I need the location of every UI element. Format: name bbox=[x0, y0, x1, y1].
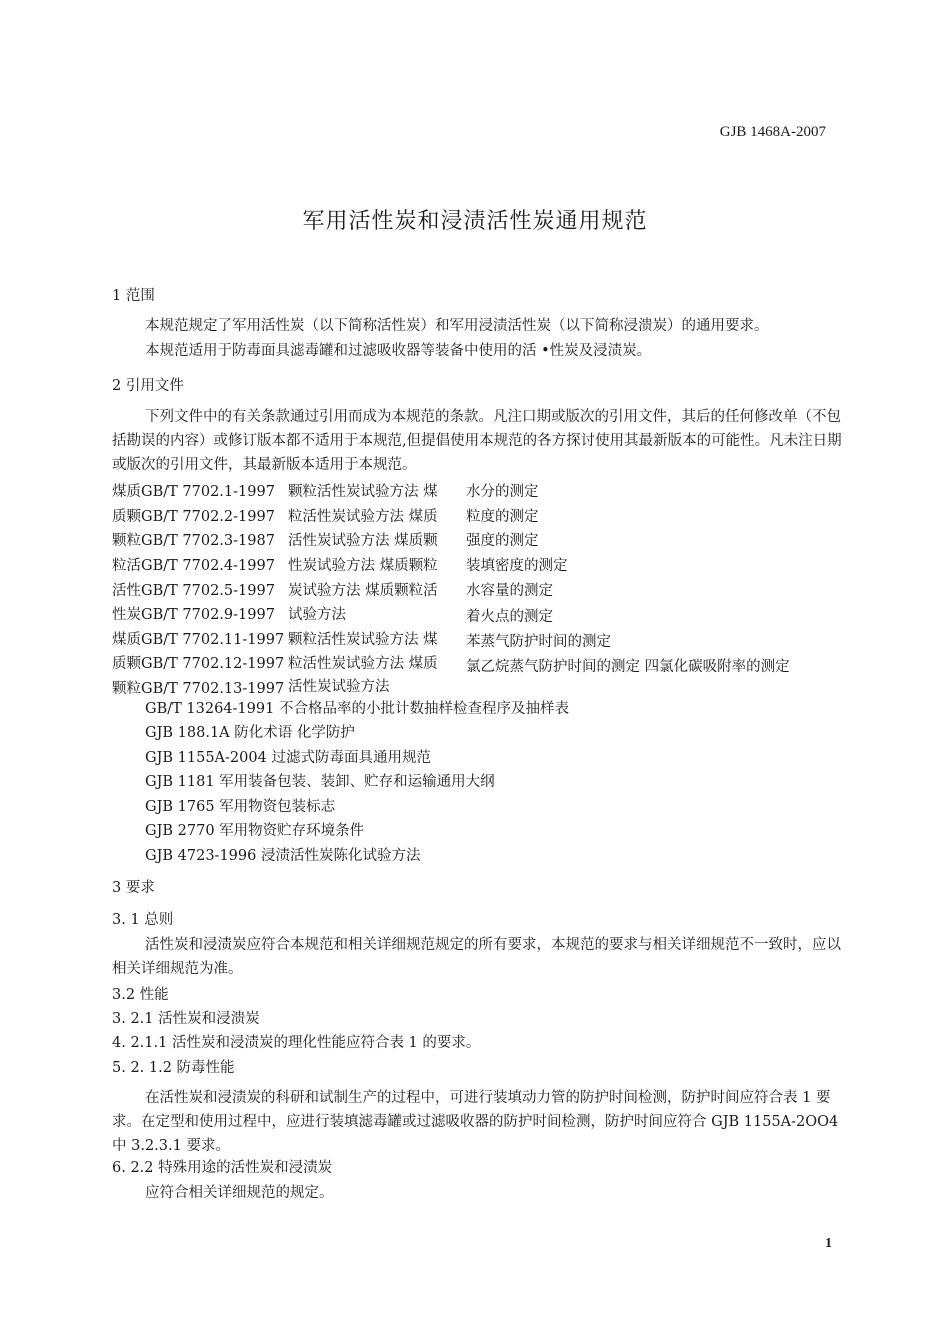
ref-mid: 性炭试验方法 煤质颗粒 bbox=[288, 558, 438, 574]
ref-code: GB/T 7702.12-1997 bbox=[141, 656, 285, 672]
reference-row bbox=[112, 628, 284, 652]
ref-code: GB/T 7702.3-1987 bbox=[141, 533, 275, 549]
paragraph: 在活性炭和浸渍炭的科研和试制生产的过程中，可进行装填动力管的防护时间检测，防护时间应符合表 1 要求。在定型和使用过程中，应进行装填滤毒罐或过滤吸收器的防护时间检测，防护时间应符合 GJB 1155A-2OO4 中 3.2.3.1 要求。 bbox=[112, 1090, 839, 1154]
subsection-heading: 4. 2.1.1 活性炭和浸渍炭的理化性能应符合表 1 的要求。 bbox=[112, 1035, 481, 1051]
subsection-heading: 3.2 性能 bbox=[112, 987, 169, 1003]
ref-name: 粒度的测定 bbox=[466, 509, 539, 525]
reference-row bbox=[112, 579, 275, 603]
ref-name: 氯乙烷蒸气防护时间的测定 四氯化碳吸附率的测定 bbox=[466, 659, 790, 675]
reference-row bbox=[112, 603, 275, 627]
ref-mid: 粒活性炭试验方法 煤质 bbox=[288, 509, 438, 525]
subsection-heading: 5. 2. 1.2 防毒性能 bbox=[112, 1060, 235, 1076]
ref-mid: 活性炭试验方法 bbox=[288, 679, 390, 695]
ref-prefix: 煤质 bbox=[112, 484, 141, 500]
ref-prefix: 活性 bbox=[112, 583, 141, 599]
ref-name: 装填密度的测定 bbox=[466, 558, 568, 574]
paragraph: 应符合相关详细规范的规定。 bbox=[145, 1185, 334, 1201]
page-number: 1 bbox=[825, 1236, 832, 1251]
ref-code: GB/T 7702.2-1997 bbox=[141, 509, 275, 525]
reference-row bbox=[112, 505, 275, 529]
paragraph: 下列文件中的有关条款通过引用而成为本规范的条款。凡注口期或版次的引用文件，其后的任何修改单（不包括勘误的内容）或修订版本都不适用于本规范,但提倡使用本规范的各方探讨使用其最新版本的可能性。凡未注日期或版次的引用文件，其最新版本适用于本规范。 bbox=[112, 409, 842, 473]
ref-name: 苯蒸气防护时间的测定 bbox=[466, 634, 611, 650]
ref-code: GB/T 7702.11-1997 bbox=[141, 632, 285, 648]
paragraph: 本规范适用于防毒面具滤毒罐和过滤吸收器等装备中使用的活 •性炭及浸渍炭。 bbox=[145, 343, 652, 359]
ref-prefix: 颗粒 bbox=[112, 681, 141, 697]
reference-row bbox=[112, 480, 275, 504]
ref-mid: 颗粒活性炭试验方法 煤 bbox=[288, 632, 438, 648]
section-heading-requirements: 3 要求 bbox=[112, 880, 155, 896]
reference-item: GJB 4723-1996 浸渍活性炭陈化试验方法 bbox=[145, 848, 421, 864]
paragraph: 活性炭和浸渍炭应符合本规范和相关详细规范规定的所有要求，本规范的要求与相关详细规范不一致时，应以相关详细规范为准。 bbox=[112, 937, 841, 977]
section-heading-scope: 1 范围 bbox=[112, 288, 155, 304]
subsection-heading: 3. 1 总则 bbox=[112, 912, 174, 928]
ref-code: GB/T 7702.13-1997 bbox=[141, 681, 285, 697]
ref-name: 水分的测定 bbox=[466, 484, 539, 500]
reference-item: GJB 1155A-2004 过滤式防毒面具通用规范 bbox=[145, 750, 431, 766]
subsection-heading: 6. 2.2 特殊用途的活性炭和浸渍炭 bbox=[112, 1160, 333, 1176]
paragraph: 本规范规定了军用活性炭（以下简称活性炭）和军用浸渍活性炭（以下简称浸溃炭）的通用要求。 bbox=[145, 318, 769, 334]
ref-code: GB/T 7702.5-1997 bbox=[141, 583, 275, 599]
ref-name: 强度的测定 bbox=[466, 533, 539, 549]
reference-item: GB/T 13264-1991 不合格品率的小批计数抽样检查程序及抽样表 bbox=[145, 701, 569, 717]
ref-mid: 颗粒活性炭试验方法 煤 bbox=[288, 484, 438, 500]
ref-name: 水容量的测定 bbox=[466, 583, 553, 599]
ref-name: 着火点的测定 bbox=[466, 609, 553, 625]
ref-code: GB/T 7702.4-1997 bbox=[141, 558, 275, 574]
ref-prefix: 性炭 bbox=[112, 607, 141, 623]
ref-prefix: 煤质 bbox=[112, 632, 141, 648]
subsection-heading: 3. 2.1 活性炭和浸溃炭 bbox=[112, 1011, 260, 1027]
reference-item: GJB 2770 军用物资贮存环境条件 bbox=[145, 823, 365, 839]
page-title: 军用活性炭和浸渍活性炭通用规范 bbox=[302, 209, 648, 234]
reference-row bbox=[112, 652, 284, 676]
reference-item: GJB 188.1A 防化术语 化学防护 bbox=[145, 725, 355, 741]
ref-prefix: 质颗 bbox=[112, 656, 141, 672]
reference-row bbox=[112, 554, 275, 578]
reference-row bbox=[112, 529, 275, 553]
ref-mid: 试验方法 bbox=[288, 607, 346, 623]
ref-code: GB/T 7702.9-1997 bbox=[141, 607, 275, 623]
ref-prefix: 颗粒 bbox=[112, 533, 141, 549]
ref-mid: 炭试验方法 煤质颗粒活 bbox=[288, 583, 438, 599]
ref-prefix: 粒活 bbox=[112, 558, 141, 574]
ref-mid: 活性炭试验方法 煤质颗 bbox=[288, 533, 438, 549]
reference-item: GJB 1181 军用装备包装、装卸、贮存和运输通用大纲 bbox=[145, 774, 495, 790]
ref-code: GB/T 7702.1-1997 bbox=[141, 484, 275, 500]
section-heading-references: 2 引用文件 bbox=[112, 378, 184, 394]
ref-mid: 粒活性炭试验方法 煤质 bbox=[288, 656, 438, 672]
reference-item: GJB 1765 军用物资包装标志 bbox=[145, 799, 336, 815]
ref-prefix: 质颗 bbox=[112, 509, 141, 525]
document-code: GJB 1468A-2007 bbox=[719, 124, 826, 140]
